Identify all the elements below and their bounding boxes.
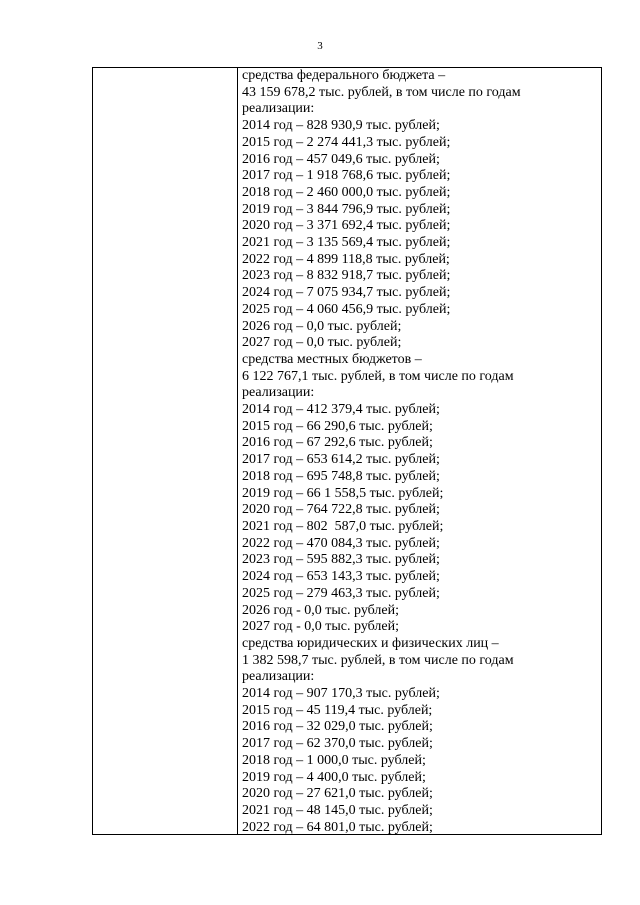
text-line: 2016 год – 32 029,0 тыс. рублей; [242,719,433,735]
text-line: средства местных бюджетов – [242,351,422,367]
table-right-cell [242,68,597,836]
text-line: 1 382 598,7 тыс. рублей, в том числе по годам [242,652,514,668]
text-line: 2021 год – 3 135 569,4 тыс. рублей; [242,235,451,251]
text-line: 2015 год – 45 119,4 тыс. рублей; [242,702,433,718]
text-line: средства юридических и физических лиц – [242,635,499,651]
text-line: 2018 год – 2 460 000,0 тыс. рублей; [242,184,451,200]
text-line: 2025 год – 279 463,3 тыс. рублей; [242,585,440,601]
text-line: 2015 год – 66 290,6 тыс. рублей; [242,418,433,434]
text-line: 2027 год – 0,0 тыс. рублей; [242,335,402,351]
text-line: средства федерального бюджета – [242,68,446,83]
text-line: 2026 год - 0,0 тыс. рублей; [242,602,400,618]
text-line: 2021 год – 802 587,0 тыс. рублей; [242,518,444,534]
text-line: 2019 год – 3 844 796,9 тыс. рублей; [242,201,451,217]
text-line: 2024 год – 7 075 934,7 тыс. рублей; [242,285,451,301]
funding-table [92,67,602,835]
text-line: 2016 год – 67 292,6 тыс. рублей; [242,435,433,451]
text-line: 2024 год – 653 143,3 тыс. рублей; [242,569,440,585]
text-line: 2019 год – 66 1 558,5 тыс. рублей; [242,485,444,501]
text-line: реализации: [242,385,315,401]
text-line: 2017 год – 653 614,2 тыс. рублей; [242,452,440,468]
text-line: реализации: [242,101,315,117]
text-line: 43 159 678,2 тыс. рублей, в том числе по годам [242,84,521,100]
text-line: 2023 год – 595 882,3 тыс. рублей; [242,552,440,568]
text-line: 2027 год - 0,0 тыс. рублей; [242,619,400,635]
page-number: 3 [317,40,323,52]
text-line: 2015 год – 2 274 441,3 тыс. рублей; [242,134,451,150]
text-line: 2020 год – 3 371 692,4 тыс. рублей; [242,218,451,234]
text-line: 2014 год – 907 170,3 тыс. рублей; [242,686,440,702]
text-line: 2016 год – 457 049,6 тыс. рублей; [242,151,440,167]
text-line: 2023 год – 8 832 918,7 тыс. рублей; [242,268,451,284]
text-line: 2014 год – 828 930,9 тыс. рублей; [242,118,440,134]
text-line: 2022 год – 64 801,0 тыс. рублей; [242,819,433,835]
text-line: 2019 год – 4 400,0 тыс. рублей; [242,769,426,785]
table-left-cell [93,68,238,834]
text-line: 2026 год – 0,0 тыс. рублей; [242,318,402,334]
text-line: 2021 год – 48 145,0 тыс. рублей; [242,802,433,818]
text-line: 2014 год – 412 379,4 тыс. рублей; [242,402,440,418]
text-line: 2018 год – 1 000,0 тыс. рублей; [242,752,426,768]
text-line: 2017 год – 1 918 768,6 тыс. рублей; [242,168,451,184]
text-line: 2025 год – 4 060 456,9 тыс. рублей; [242,301,451,317]
text-line: 6 122 767,1 тыс. рублей, в том числе по годам [242,368,514,384]
text-line: 2022 год – 470 084,3 тыс. рублей; [242,535,440,551]
text-line: 2020 год – 764 722,8 тыс. рублей; [242,502,440,518]
text-line: 2022 год – 4 899 118,8 тыс. рублей; [242,251,450,267]
text-line: реализации: [242,669,315,685]
text-line: 2020 год – 27 621,0 тыс. рублей; [242,786,433,802]
text-line: 2017 год – 62 370,0 тыс. рублей; [242,736,433,752]
text-line: 2018 год – 695 748,8 тыс. рублей; [242,468,440,484]
